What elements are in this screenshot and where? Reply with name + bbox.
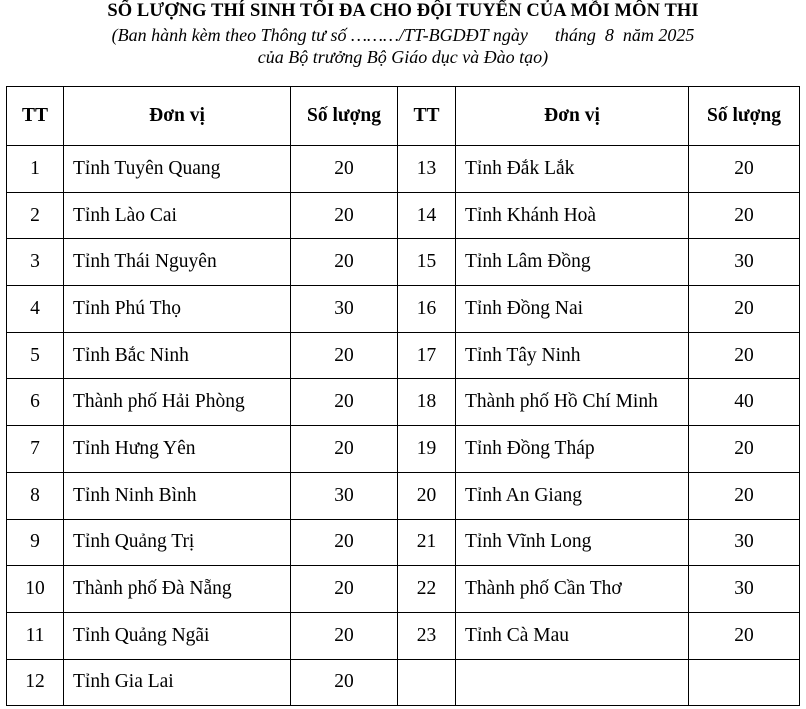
unit-cell: Thành phố Hải Phòng — [64, 379, 291, 426]
qty-cell: 20 — [689, 426, 800, 473]
qty-cell: 20 — [291, 192, 398, 239]
tt-cell: 18 — [398, 379, 456, 426]
tt-cell: 1 — [7, 146, 64, 193]
tt-cell — [398, 659, 456, 706]
tt-cell: 8 — [7, 472, 64, 519]
tt-cell: 22 — [398, 566, 456, 613]
unit-cell: Tỉnh Lâm Đồng — [456, 239, 689, 286]
tt-cell: 17 — [398, 332, 456, 379]
unit-cell: Thành phố Cần Thơ — [456, 566, 689, 613]
document-subtitle-line2: của Bộ trưởng Bộ Giáo dục và Đào tạo) — [257, 47, 549, 67]
unit-cell: Tỉnh Ninh Bình — [64, 472, 291, 519]
table-row — [7, 332, 800, 379]
table-row — [7, 192, 800, 239]
tt-cell: 12 — [7, 659, 64, 706]
qty-cell: 20 — [689, 472, 800, 519]
table-row — [7, 426, 800, 473]
table-header-row — [7, 87, 800, 146]
unit-cell: Tỉnh Quảng Ngãi — [64, 612, 291, 659]
table-row — [7, 566, 800, 613]
qty-cell: 20 — [291, 332, 398, 379]
qty-cell: 20 — [291, 379, 398, 426]
tt-cell: 23 — [398, 612, 456, 659]
unit-cell: Tỉnh Bắc Ninh — [64, 332, 291, 379]
unit-cell: Tỉnh Tây Ninh — [456, 332, 689, 379]
table-row — [7, 472, 800, 519]
unit-cell: Tỉnh An Giang — [456, 472, 689, 519]
tt-cell: 7 — [7, 426, 64, 473]
qty-cell: 20 — [689, 332, 800, 379]
tt-cell: 11 — [7, 612, 64, 659]
table-row — [7, 379, 800, 426]
header-unit-left: Đơn vị — [64, 87, 291, 146]
tt-cell: 2 — [7, 192, 64, 239]
tt-cell: 20 — [398, 472, 456, 519]
quota-table — [6, 86, 800, 706]
qty-cell: 20 — [689, 192, 800, 239]
qty-cell: 20 — [291, 239, 398, 286]
qty-cell: 20 — [291, 566, 398, 613]
unit-cell — [456, 659, 689, 706]
tt-cell: 14 — [398, 192, 456, 239]
tt-cell: 6 — [7, 379, 64, 426]
unit-cell: Tỉnh Đồng Nai — [456, 286, 689, 333]
header-qty-right: Số lượng — [689, 87, 800, 146]
qty-cell — [689, 659, 800, 706]
qty-cell: 30 — [689, 519, 800, 566]
unit-cell: Tỉnh Khánh Hoà — [456, 192, 689, 239]
tt-cell: 19 — [398, 426, 456, 473]
unit-cell: Thành phố Hồ Chí Minh — [456, 379, 689, 426]
tt-cell: 4 — [7, 286, 64, 333]
unit-cell: Tỉnh Quảng Trị — [64, 519, 291, 566]
unit-cell: Tỉnh Lào Cai — [64, 192, 291, 239]
qty-cell: 20 — [291, 659, 398, 706]
qty-cell: 20 — [291, 426, 398, 473]
unit-cell: Tỉnh Đắk Lắk — [456, 146, 689, 193]
header-qty-left: Số lượng — [291, 87, 398, 146]
tt-cell: 10 — [7, 566, 64, 613]
unit-cell: Tỉnh Phú Thọ — [64, 286, 291, 333]
qty-cell: 30 — [291, 286, 398, 333]
qty-cell: 20 — [291, 146, 398, 193]
qty-cell: 30 — [689, 239, 800, 286]
document-title: SỐ LƯỢNG THÍ SINH TỐI ĐA CHO ĐỘI TUYỂN CỦA MỖI MÔN THI — [107, 1, 699, 21]
tt-cell: 15 — [398, 239, 456, 286]
document-subtitle-line1: (Ban hành kèm theo Thông tư số ………/TT-BGDĐT ngày tháng 8 năm 2025 — [111, 25, 695, 45]
qty-cell: 20 — [291, 519, 398, 566]
unit-cell: Tỉnh Hưng Yên — [64, 426, 291, 473]
unit-cell: Tỉnh Cà Mau — [456, 612, 689, 659]
unit-cell: Tỉnh Đồng Tháp — [456, 426, 689, 473]
qty-cell: 20 — [689, 146, 800, 193]
table-row — [7, 612, 800, 659]
tt-cell: 21 — [398, 519, 456, 566]
tt-cell: 16 — [398, 286, 456, 333]
unit-cell: Tỉnh Tuyên Quang — [64, 146, 291, 193]
table-row — [7, 146, 800, 193]
unit-cell: Tỉnh Thái Nguyên — [64, 239, 291, 286]
table-row — [7, 239, 800, 286]
header-tt-left: TT — [7, 87, 64, 146]
tt-cell: 13 — [398, 146, 456, 193]
table-row — [7, 659, 800, 706]
table-row — [7, 519, 800, 566]
qty-cell: 30 — [689, 566, 800, 613]
table-row — [7, 286, 800, 333]
unit-cell: Thành phố Đà Nẵng — [64, 566, 291, 613]
header-unit-right: Đơn vị — [456, 87, 689, 146]
qty-cell: 40 — [689, 379, 800, 426]
unit-cell: Tỉnh Vĩnh Long — [456, 519, 689, 566]
qty-cell: 20 — [689, 612, 800, 659]
qty-cell: 20 — [689, 286, 800, 333]
tt-cell: 3 — [7, 239, 64, 286]
tt-cell: 5 — [7, 332, 64, 379]
unit-cell: Tỉnh Gia Lai — [64, 659, 291, 706]
qty-cell: 30 — [291, 472, 398, 519]
qty-cell: 20 — [291, 612, 398, 659]
header-tt-right: TT — [398, 87, 456, 146]
tt-cell: 9 — [7, 519, 64, 566]
